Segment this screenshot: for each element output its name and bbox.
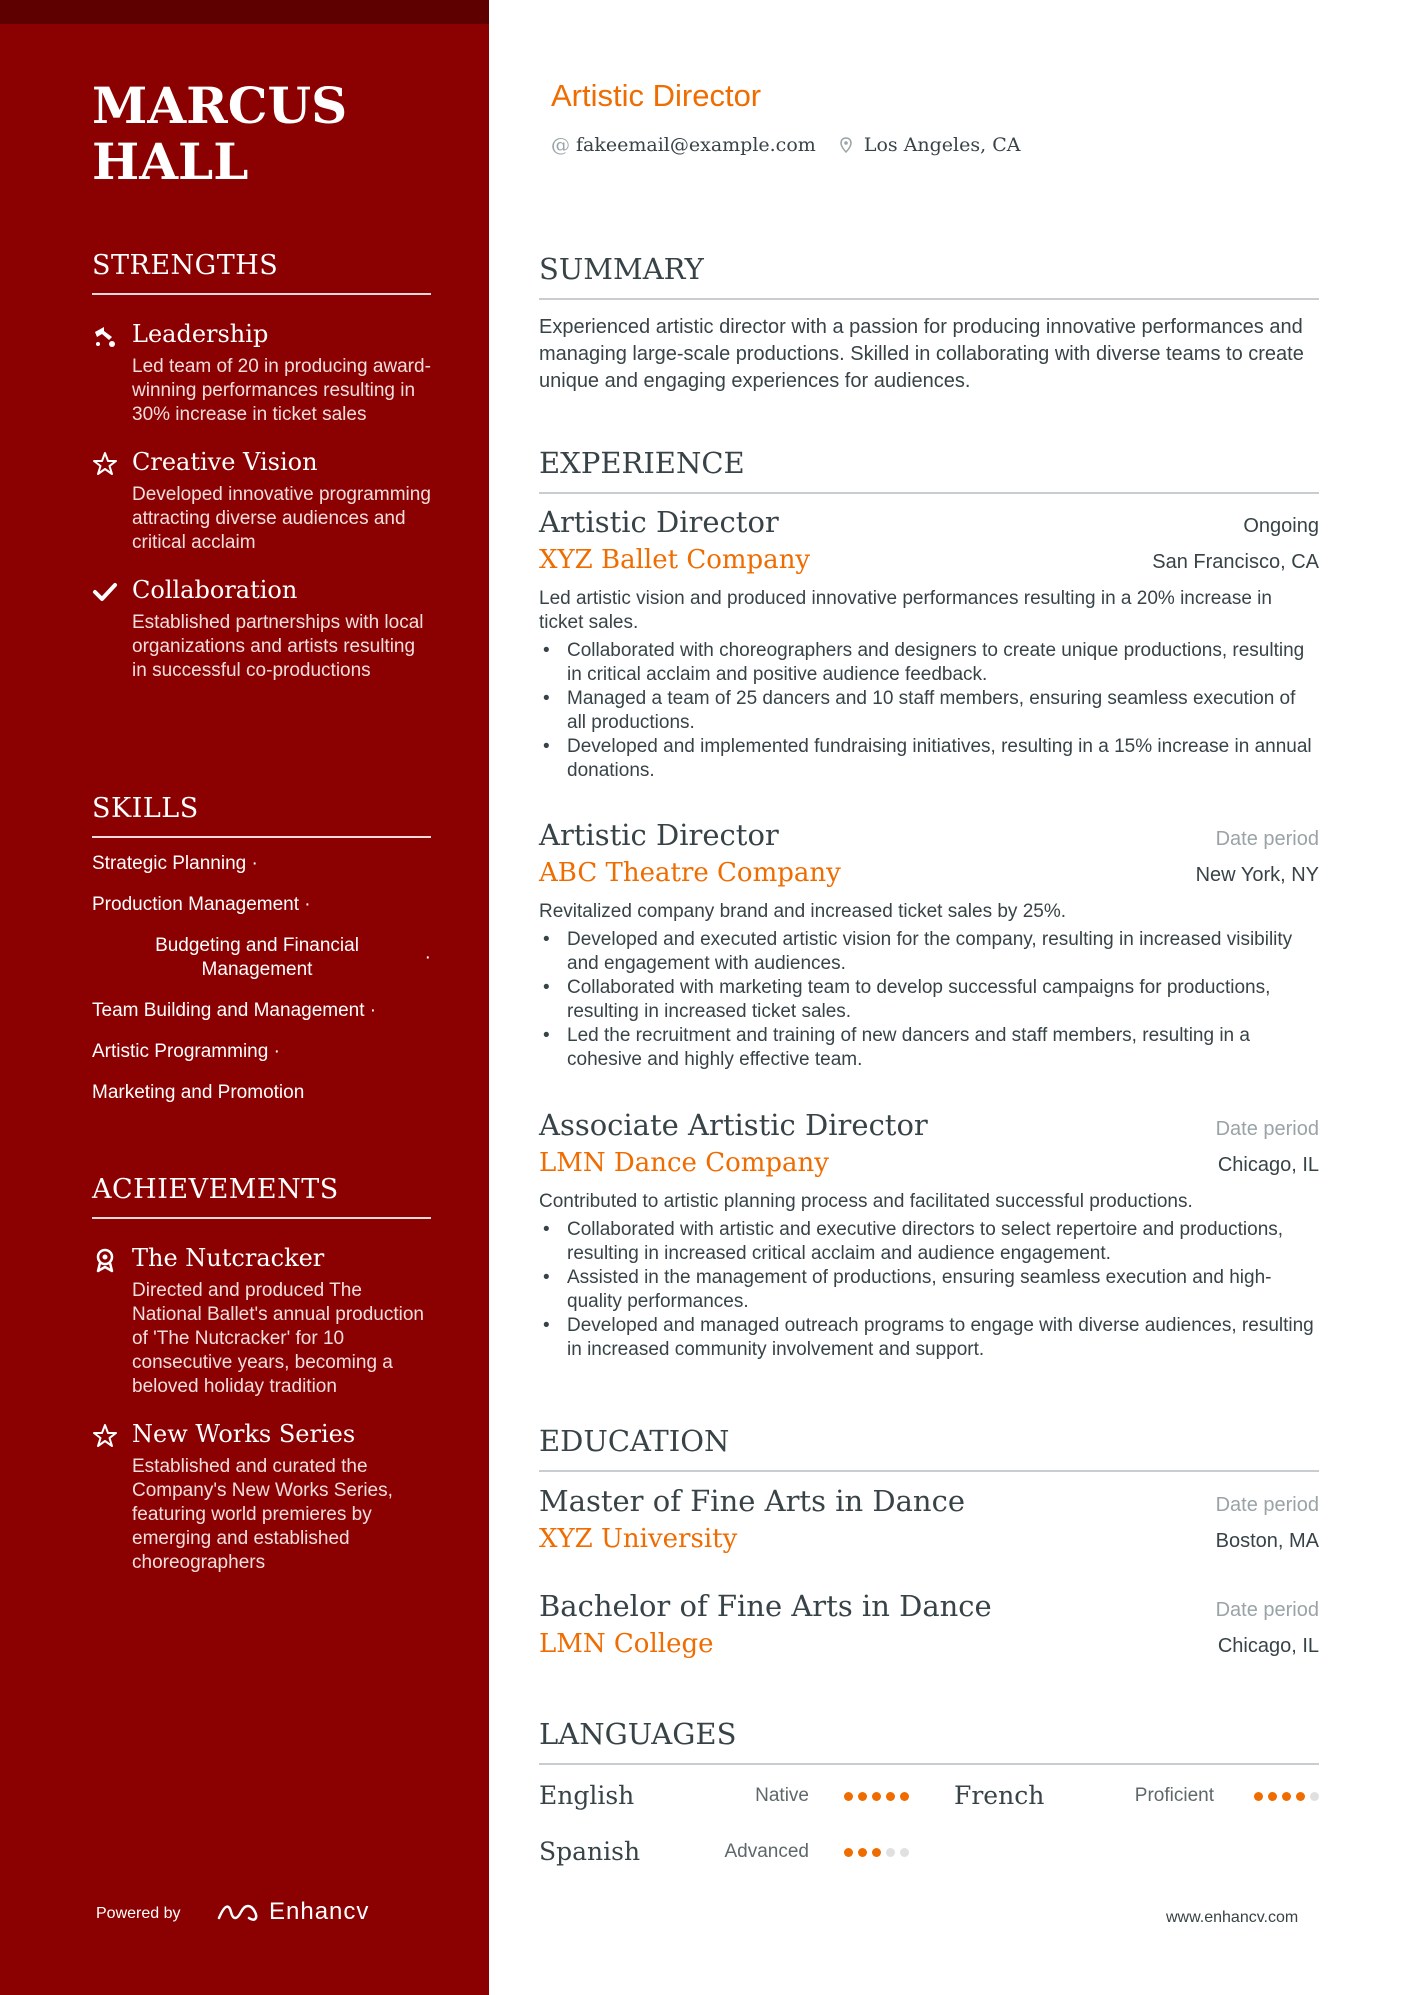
skills-section	[92, 793, 431, 1105]
summary-text: Experienced artistic director with a passion for producing innovative performances and managing large-scale productions. Skilled in collaborating with diverse teams to create unique and engaging experiences for audiences.	[539, 316, 1304, 392]
strengths-section	[92, 250, 431, 683]
school-location: Boston, MA	[1215, 1530, 1319, 1552]
company-name: XYZ Ballet Company	[539, 545, 811, 575]
education-date: Date period	[1215, 1494, 1319, 1516]
job-bullet: • Assisted in the management of productions, ensuring seamless execution and high-quality performances.	[539, 1266, 1319, 1314]
star-icon	[92, 1423, 118, 1449]
contact-email[interactable]: @ fakeemail@example.com	[551, 134, 816, 156]
achievements-heading: ACHIEVEMENTS	[92, 1174, 431, 1219]
enhancv-logo-text: Enhancv	[269, 1898, 370, 1925]
rating-dot-filled	[858, 1848, 867, 1857]
at-icon: @	[551, 134, 570, 156]
experience-entry	[539, 818, 1319, 1072]
sidebar	[0, 0, 489, 1995]
language-rating	[844, 1848, 909, 1857]
rating-dot-filled	[844, 1848, 853, 1857]
company-name: ABC Theatre Company	[539, 858, 841, 888]
language-rating	[1254, 1792, 1319, 1801]
language-item	[954, 1779, 1319, 1811]
achievement-title: New Works Series	[132, 1420, 356, 1448]
rating-dot-filled	[858, 1792, 867, 1801]
job-bullet: • Developed and implemented fundraising initiatives, resulting in a 15% increase in annual donations.	[539, 735, 1319, 783]
job-description: Revitalized company brand and increased ticket sales by 25%.	[539, 901, 1067, 922]
job-title: Associate Artistic Director	[539, 1108, 928, 1142]
skill-item: Budgeting and Financial Management ·	[155, 935, 431, 980]
achievements-section	[92, 1174, 431, 1575]
skill-item: Marketing and Promotion	[92, 1082, 305, 1103]
achievement-item	[92, 1243, 431, 1399]
achievement-desc: Directed and produced The National Ballet's annual production of 'The Nutcracker' for 10 consecutive years, becoming a beloved holiday tradition	[132, 1280, 424, 1397]
experience-heading: EXPERIENCE	[539, 446, 1319, 494]
enhancv-logo[interactable]	[215, 1898, 369, 1926]
rating-dot-filled	[886, 1792, 895, 1801]
job-bullet: • Collaborated with marketing team to develop successful campaigns for productions, resulting in increased ticket sales.	[539, 976, 1319, 1024]
powered-by-label: Powered by	[96, 1905, 181, 1922]
language-level: Proficient	[1134, 1785, 1214, 1806]
school-name: LMN College	[539, 1629, 714, 1659]
strength-desc: Established partnerships with local organizations and artists resulting in successful co-productions	[132, 612, 424, 681]
candidate-name: MARCUS HALL	[92, 76, 348, 191]
strength-title: Collaboration	[132, 576, 298, 604]
enhancv-logo-icon	[215, 1900, 261, 1924]
rating-dot-filled	[872, 1848, 881, 1857]
experience-entry	[539, 505, 1319, 783]
job-bullets	[539, 639, 1319, 783]
rating-dot-empty	[1310, 1792, 1319, 1801]
language-name: English	[539, 1780, 635, 1810]
education-date: Date period	[1215, 1599, 1319, 1621]
skill-item: Team Building and Management ·	[92, 1000, 377, 1021]
job-bullets	[539, 1218, 1319, 1362]
language-level: Native	[755, 1785, 809, 1806]
language-item	[539, 1779, 909, 1811]
education-heading: EDUCATION	[539, 1424, 1319, 1472]
rating-dot-filled	[1254, 1792, 1263, 1801]
headline: Artistic Director	[551, 78, 762, 113]
language-name: French	[954, 1780, 1045, 1810]
achievement-item	[92, 1419, 431, 1575]
lever-icon	[92, 323, 118, 349]
job-bullet: • Managed a team of 25 dancers and 10 staff members, ensuring seamless execution of all productions.	[539, 687, 1319, 735]
rating-dot-filled	[872, 1792, 881, 1801]
rating-dot-filled	[844, 1792, 853, 1801]
rating-dot-empty	[900, 1848, 909, 1857]
language-level: Advanced	[724, 1841, 809, 1862]
strength-title: Leadership	[132, 320, 269, 348]
company-name: LMN Dance Company	[539, 1148, 829, 1178]
award-icon	[92, 1247, 118, 1273]
rating-dot-filled	[900, 1792, 909, 1801]
job-description: Led artistic vision and produced innovative performances resulting in a 20% increase in ticket sales.	[539, 588, 1272, 633]
degree-title: Master of Fine Arts in Dance	[539, 1484, 965, 1518]
job-bullet: • Led the recruitment and training of new dancers and staff members, resulting in a cohesive and highly effective team.	[539, 1024, 1319, 1072]
job-date: Date period	[1215, 828, 1319, 850]
strength-desc: Developed innovative programming attracting diverse audiences and critical acclaim	[132, 484, 431, 553]
job-location: New York, NY	[1195, 864, 1319, 886]
strength-item	[92, 319, 431, 427]
language-rating	[844, 1792, 909, 1801]
school-location: Chicago, IL	[1217, 1635, 1319, 1657]
school-name: XYZ University	[539, 1524, 738, 1554]
languages-heading: LANGUAGES	[539, 1717, 1319, 1765]
strengths-heading: STRENGTHS	[92, 250, 431, 295]
skills-heading: SKILLS	[92, 793, 431, 838]
job-date: Ongoing	[1243, 515, 1319, 537]
degree-title: Bachelor of Fine Arts in Dance	[539, 1589, 992, 1623]
sidebar-top-band	[0, 0, 489, 24]
summary-heading: SUMMARY	[539, 252, 1319, 300]
experience-entry	[539, 1108, 1319, 1362]
rating-dot-empty	[886, 1848, 895, 1857]
contact-line	[551, 134, 1020, 156]
achievement-title: The Nutcracker	[132, 1244, 325, 1272]
job-bullet: • Developed and managed outreach programs to engage with diverse audiences, resulting in increased community involvement and support.	[539, 1314, 1319, 1362]
rating-dot-filled	[1268, 1792, 1277, 1801]
job-bullet: • Collaborated with artistic and executive directors to select repertoire and productions, resulting in increased critical acclaim and audience engagement.	[539, 1218, 1319, 1266]
strength-title: Creative Vision	[132, 448, 318, 476]
job-bullets	[539, 928, 1319, 1072]
education-entry	[539, 1484, 1319, 1554]
skill-item: Artistic Programming ·	[92, 1041, 280, 1062]
skill-item: Strategic Planning ·	[92, 853, 258, 874]
strength-item	[92, 447, 431, 555]
location-pin-icon	[840, 134, 858, 156]
job-date: Date period	[1215, 1118, 1319, 1140]
job-location: San Francisco, CA	[1152, 551, 1319, 573]
contact-location: Los Angeles, CA	[840, 134, 1021, 156]
job-title: Artistic Director	[539, 818, 779, 852]
skill-item: Production Management ·	[92, 894, 311, 915]
strength-desc: Led team of 20 in producing award-winning performances resulting in 30% increase in ticket sales	[132, 356, 431, 425]
job-description: Contributed to artistic planning process and facilitated successful productions.	[539, 1191, 1193, 1212]
language-item	[539, 1835, 909, 1867]
strength-item	[92, 575, 431, 683]
rating-dot-filled	[1282, 1792, 1291, 1801]
job-location: Chicago, IL	[1217, 1154, 1319, 1176]
job-title: Artistic Director	[539, 505, 779, 539]
star-icon	[92, 451, 118, 477]
rating-dot-filled	[1296, 1792, 1305, 1801]
job-bullet: • Collaborated with choreographers and designers to create unique productions, resulting in critical acclaim and positive audience feedback.	[539, 639, 1319, 687]
job-bullet: • Developed and executed artistic vision for the company, resulting in increased visibility and engagement with audiences.	[539, 928, 1319, 976]
language-name: Spanish	[539, 1836, 641, 1866]
check-icon	[92, 579, 118, 605]
education-entry	[539, 1589, 1319, 1659]
achievement-desc: Established and curated the Company's New Works Series, featuring world premieres by emerging and established choreographers	[132, 1456, 393, 1573]
website-link[interactable]: www.enhancv.com	[1166, 1909, 1299, 1926]
